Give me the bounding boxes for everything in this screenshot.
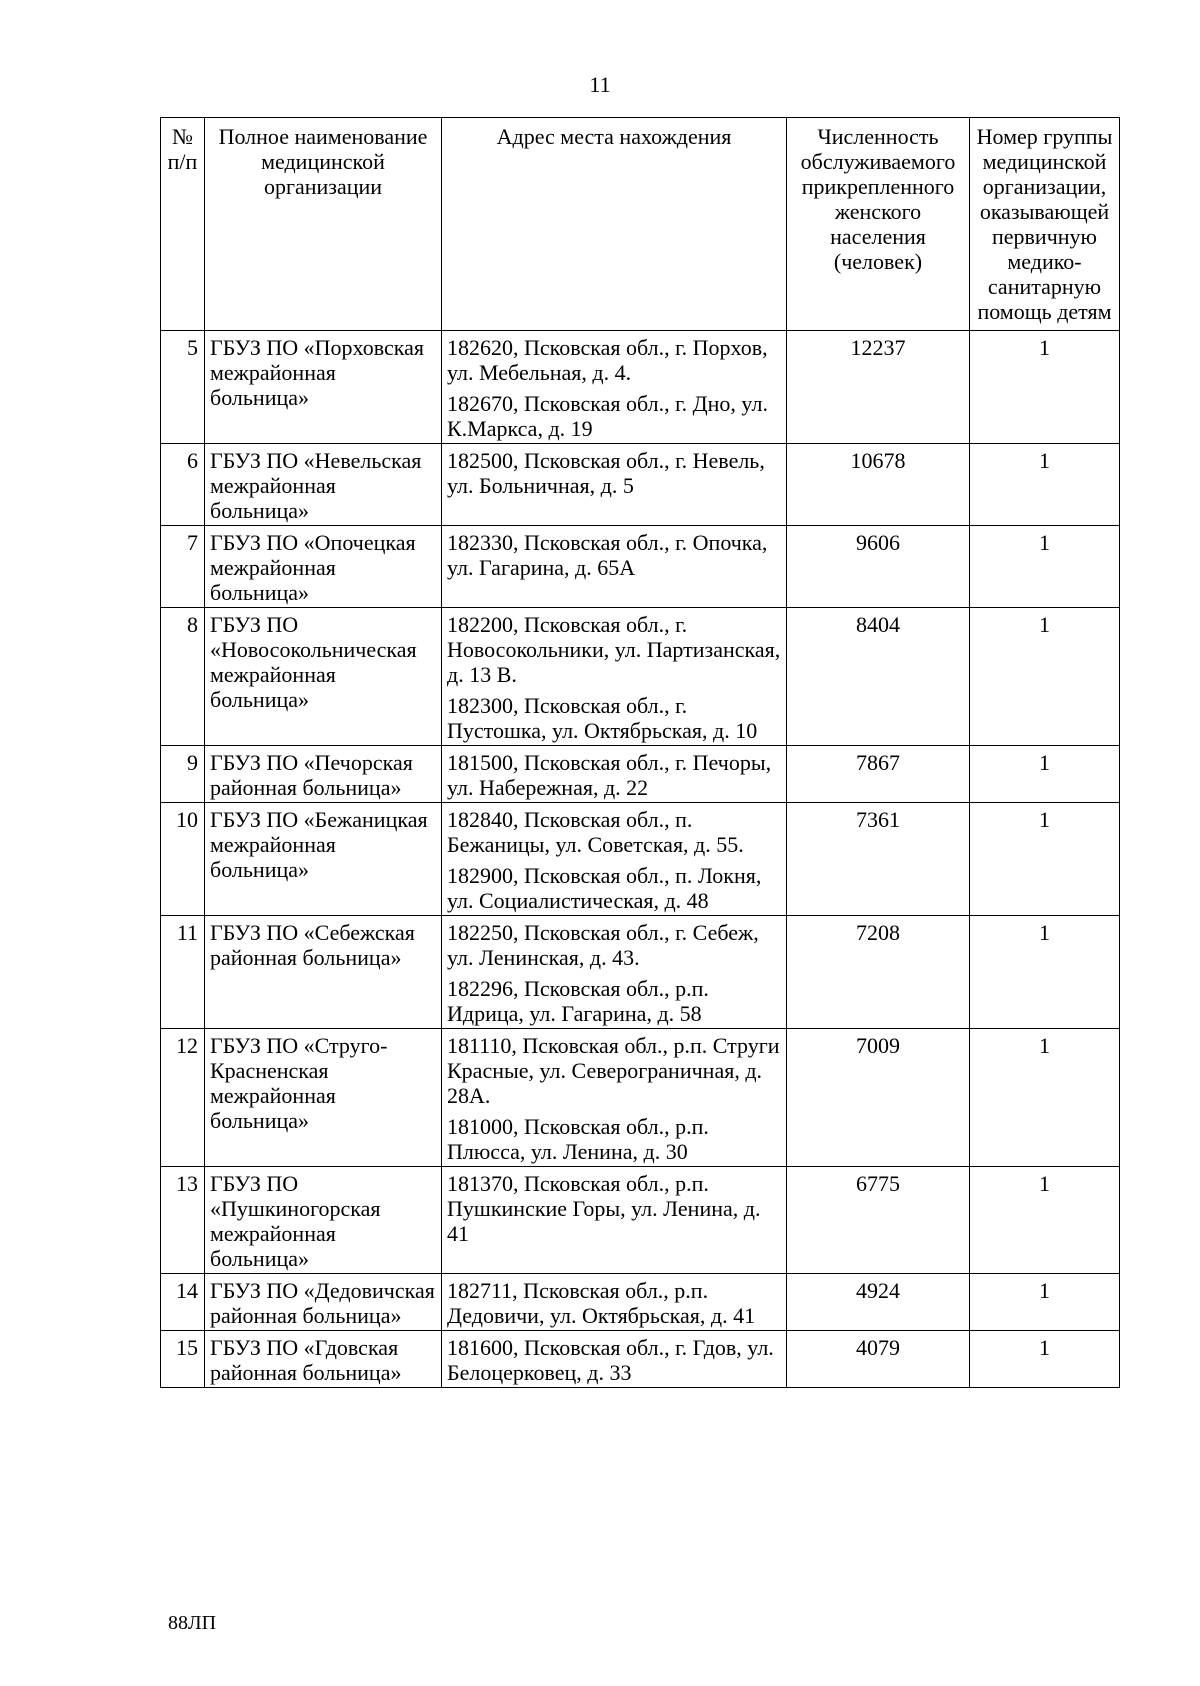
organization-address <box>442 526 787 608</box>
row-number: 14 <box>161 1274 205 1331</box>
header-group: Номер группы медицинской организации, оказывающей первичную медико-санитарную помощь детям <box>970 118 1120 331</box>
row-number: 9 <box>161 746 205 803</box>
organization-name: ГБУЗ ПО «Невельская межрайонная больница» <box>205 444 442 526</box>
organization-name: ГБУЗ ПО «Дедовичская районная больница» <box>205 1274 442 1331</box>
table-row <box>161 916 1120 1029</box>
group-number: 1 <box>970 1331 1120 1388</box>
organization-name: ГБУЗ ПО «Новосокольническая межрайонная больница» <box>205 608 442 746</box>
table-row <box>161 526 1120 608</box>
table-row <box>161 1029 1120 1167</box>
organization-name: ГБУЗ ПО «Печорская районная больница» <box>205 746 442 803</box>
organization-name: ГБУЗ ПО «Струго-Красненская межрайонная больница» <box>205 1029 442 1167</box>
address-line: 182296, Псковская обл., р.п. Идрица, ул. Гагарина, д. 58 <box>447 976 709 1026</box>
group-number: 1 <box>970 803 1120 916</box>
organization-name: ГБУЗ ПО «Себежская районная больница» <box>205 916 442 1029</box>
table-row <box>161 444 1120 526</box>
address-line: 182250, Псковская обл., г. Себеж, ул. Ленинская, д. 43. <box>447 920 759 970</box>
organization-address <box>442 746 787 803</box>
group-number: 1 <box>970 1274 1120 1331</box>
group-number: 1 <box>970 1167 1120 1274</box>
group-number: 1 <box>970 526 1120 608</box>
row-number: 12 <box>161 1029 205 1167</box>
organization-address <box>442 1331 787 1388</box>
organization-address <box>442 1274 787 1331</box>
table-row <box>161 331 1120 444</box>
table-row <box>161 608 1120 746</box>
address-line: 182330, Псковская обл., г. Опочка, ул. Гагарина, д. 65А <box>447 530 768 580</box>
organization-name: ГБУЗ ПО «Порховская межрайонная больница» <box>205 331 442 444</box>
female-population-count: 7208 <box>787 916 970 1029</box>
header-num: № п/п <box>161 118 205 331</box>
table-row <box>161 1274 1120 1331</box>
organization-address <box>442 1167 787 1274</box>
address-line: 181370, Псковская обл., р.п. Пушкинские Горы, ул. Ленина, д. 41 <box>447 1171 761 1246</box>
organization-address <box>442 608 787 746</box>
document-code: 88ЛП <box>168 1612 217 1634</box>
table-row <box>161 1167 1120 1274</box>
row-number: 6 <box>161 444 205 526</box>
female-population-count: 7867 <box>787 746 970 803</box>
address-line: 182300, Псковская обл., г. Пустошка, ул. Октябрьская, д. 10 <box>447 693 758 743</box>
address-line: 182620, Псковская обл., г. Порхов, ул. Мебельная, д. 4. <box>447 335 768 385</box>
female-population-count: 12237 <box>787 331 970 444</box>
female-population-count: 10678 <box>787 444 970 526</box>
row-number: 15 <box>161 1331 205 1388</box>
female-population-count: 7361 <box>787 803 970 916</box>
row-number: 11 <box>161 916 205 1029</box>
table-row <box>161 803 1120 916</box>
address-line: 181000, Псковская обл., р.п. Плюсса, ул. Ленина, д. 30 <box>447 1114 709 1164</box>
group-number: 1 <box>970 916 1120 1029</box>
group-number: 1 <box>970 444 1120 526</box>
female-population-count: 7009 <box>787 1029 970 1167</box>
group-number: 1 <box>970 746 1120 803</box>
female-population-count: 6775 <box>787 1167 970 1274</box>
female-population-count: 4079 <box>787 1331 970 1388</box>
address-line: 182670, Псковская обл., г. Дно, ул. К.Маркса, д. 19 <box>447 391 768 441</box>
row-number: 13 <box>161 1167 205 1274</box>
organization-address <box>442 444 787 526</box>
organization-address <box>442 916 787 1029</box>
row-number: 7 <box>161 526 205 608</box>
address-line: 182840, Псковская обл., п. Бежаницы, ул. Советская, д. 55. <box>447 807 744 857</box>
table-row <box>161 746 1120 803</box>
female-population-count: 8404 <box>787 608 970 746</box>
group-number: 1 <box>970 1029 1120 1167</box>
address-line: 181110, Псковская обл., р.п. Струги Красные, ул. Северограничная, д. 28А. <box>447 1033 780 1108</box>
organization-name: ГБУЗ ПО «Пушкиногорская межрайонная больница» <box>205 1167 442 1274</box>
hospitals-table <box>160 117 1120 1388</box>
header-count: Численность обслуживаемого прикрепленного женского населения (человек) <box>787 118 970 331</box>
row-number: 8 <box>161 608 205 746</box>
group-number: 1 <box>970 331 1120 444</box>
row-number: 5 <box>161 331 205 444</box>
page-number: 11 <box>589 72 611 97</box>
female-population-count: 4924 <box>787 1274 970 1331</box>
organization-address <box>442 331 787 444</box>
table-header-row <box>161 118 1120 331</box>
female-population-count: 9606 <box>787 526 970 608</box>
group-number: 1 <box>970 608 1120 746</box>
address-line: 182500, Псковская обл., г. Невель, ул. Больничная, д. 5 <box>447 448 765 498</box>
row-number: 10 <box>161 803 205 916</box>
organization-address <box>442 1029 787 1167</box>
address-line: 182711, Псковская обл., р.п. Дедовичи, ул. Октябрьская, д. 41 <box>447 1278 756 1328</box>
address-line: 181600, Псковская обл., г. Гдов, ул. Белоцерковец, д. 33 <box>447 1335 774 1385</box>
header-name: Полное наименование медицинской организации <box>205 118 442 331</box>
address-line: 182900, Псковская обл., п. Локня, ул. Социалистическая, д. 48 <box>447 863 762 913</box>
organization-address <box>442 803 787 916</box>
address-line: 182200, Псковская обл., г. Новосокольники, ул. Партизанская, д. 13 В. <box>447 612 781 687</box>
table-body <box>161 331 1120 1388</box>
organization-name: ГБУЗ ПО «Опочецкая межрайонная больница» <box>205 526 442 608</box>
header-address: Адрес места нахождения <box>442 118 787 331</box>
organization-name: ГБУЗ ПО «Гдовская районная больница» <box>205 1331 442 1388</box>
organization-name: ГБУЗ ПО «Бежаницкая межрайонная больница» <box>205 803 442 916</box>
table-row <box>161 1331 1120 1388</box>
address-line: 181500, Псковская обл., г. Печоры, ул. Набережная, д. 22 <box>447 750 772 800</box>
